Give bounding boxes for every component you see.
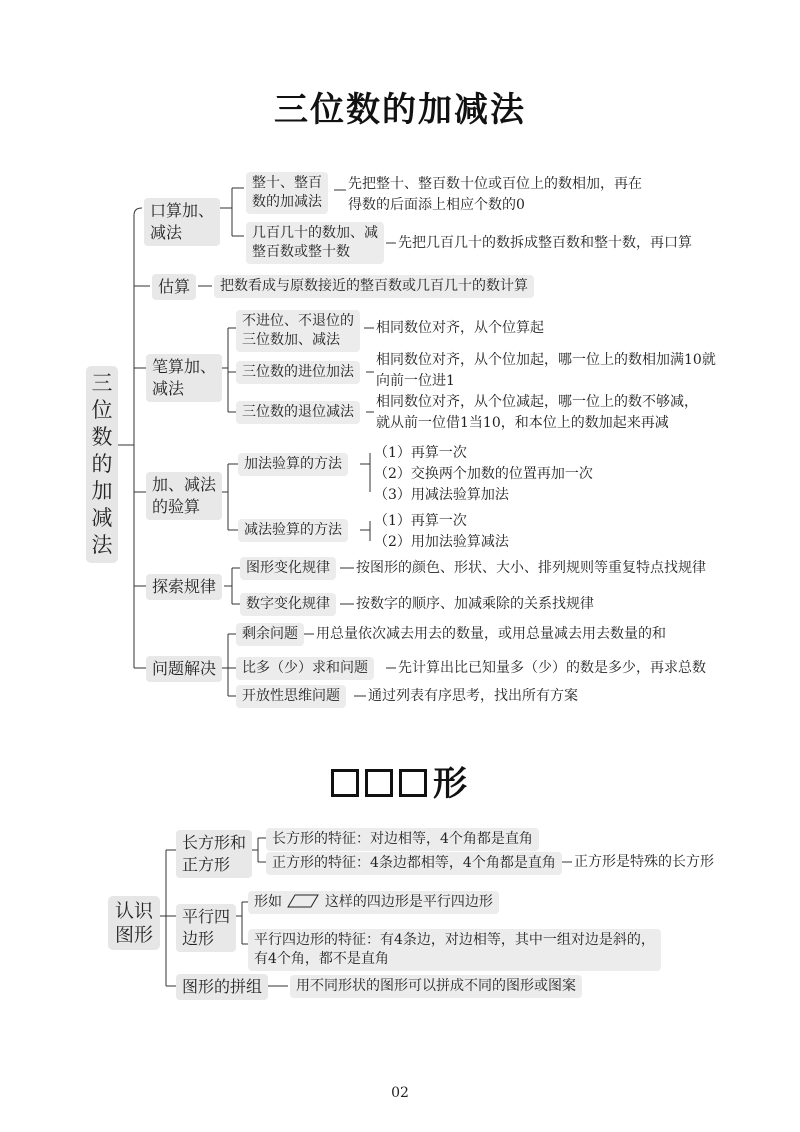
desc-open-thinking-problem: 通过列表有序思考，找出所有方案 — [368, 688, 578, 704]
desc-shape-pattern: 按图形的颜色、形状、大小、排列规则等重复特点找规律 — [356, 560, 706, 576]
missing-glyph-box — [399, 769, 427, 797]
node-rect-square: 长方形和 正方形 — [176, 830, 252, 878]
node-carry-addition: 三位数的进位加法 — [236, 361, 360, 384]
shape-prefix-text: 形如 — [254, 894, 282, 910]
desc-whole-ten-hundred: 先把整十、整百数十位或百位上的数相加，再在 得数的后面添上相应个数的0 — [348, 176, 642, 213]
node-square-feature: 正方形的特征：4条边都相等，4个角都是直角 — [266, 852, 562, 875]
node-checking: 加、减法 的验算 — [146, 472, 222, 520]
parallelogram-icon — [286, 893, 320, 909]
page-number: 02 — [391, 1085, 409, 1101]
node-written-calc: 笔算加、 减法 — [146, 354, 222, 402]
node-shape-combining: 图形的拼组 — [176, 974, 268, 1000]
node-shape-pattern: 图形变化规律 — [240, 557, 336, 580]
node-whole-ten-hundred: 整十、整百 数的加减法 — [246, 172, 328, 214]
desc-compare-sum-problem: 先计算出比已知量多（少）的数是多少，再求总数 — [398, 660, 706, 676]
desc-hundreds-tens: 先把几百几十的数拆成整百数和整十数，再口算 — [398, 235, 692, 251]
desc-estimate: 把数看成与原数接近的整百数或几百几十的数计算 — [214, 275, 534, 298]
section-title-text: 形 — [433, 764, 469, 804]
node-addition-check: 加法验算的方法 — [238, 453, 348, 476]
node-no-carry: 不进位、不退位的 三位数加、减法 — [236, 310, 360, 352]
desc-addition-check: （1）再算一次 （2）交换两个加数的位置再加一次 （3）用减法验算加法 — [374, 445, 593, 503]
node-estimate: 估算 — [152, 274, 196, 300]
desc-borrow-subtraction: 相同数位对齐，从个位减起，哪一位上的数不够减， 就从前一位借1当10，和本位上的数加起来再减 — [376, 394, 698, 431]
node-explore-patterns: 探索规律 — [146, 574, 222, 600]
missing-glyph-box — [331, 769, 359, 797]
root-node-recognize-shapes: 认识 图形 — [108, 896, 160, 950]
node-remainder-problem: 剩余问题 — [236, 623, 304, 646]
desc-carry-addition: 相同数位对齐，从个位加起，哪一位上的数相加满10就 向前一位进1 — [376, 352, 716, 389]
desc-no-carry: 相同数位对齐，从个位算起 — [376, 320, 544, 336]
section-title-shapes — [0, 756, 800, 805]
desc-remainder-problem: 用总量依次减去用去的数量，或用总量减去用去数量的和 — [316, 626, 666, 642]
node-parallelogram: 平行四 边形 — [176, 904, 236, 952]
node-compare-sum-problem: 比多（少）求和问题 — [236, 657, 374, 680]
shape-suffix-text: 这样的四边形是平行四边形 — [324, 894, 493, 910]
node-rect-feature: 长方形的特征：对边相等，4个角都是直角 — [266, 828, 539, 851]
node-hundreds-tens: 几百几十的数加、减 整百数或整十数 — [246, 222, 384, 264]
desc-square-special: 正方形是特殊的长方形 — [574, 854, 714, 870]
node-parallelogram-shape — [248, 891, 499, 914]
node-mental-calc: 口算加、 减法 — [144, 198, 220, 246]
desc-subtraction-check: （1）再算一次 （2）用加法验算减法 — [374, 513, 509, 550]
section-title-addition-subtraction: 三位数的加减法 — [274, 90, 526, 130]
root-node-addition-subtraction: 三 位 数 的 加 减 法 — [86, 366, 118, 563]
missing-glyph-box — [365, 769, 393, 797]
node-problem-solving: 问题解决 — [146, 656, 222, 682]
node-number-pattern: 数字变化规律 — [240, 593, 336, 616]
node-subtraction-check: 减法验算的方法 — [238, 519, 348, 542]
node-borrow-subtraction: 三位数的退位减法 — [236, 401, 360, 424]
desc-shape-combining: 用不同形状的图形可以拼成不同的图形或图案 — [290, 975, 582, 998]
desc-number-pattern: 按数字的顺序、加减乘除的关系找规律 — [356, 596, 594, 612]
node-parallelogram-feature: 平行四边形的特征：有4条边，对边相等，其中一组对边是斜的， 有4个角，都不是直角 — [248, 929, 661, 971]
node-open-thinking-problem: 开放性思维问题 — [236, 685, 346, 708]
